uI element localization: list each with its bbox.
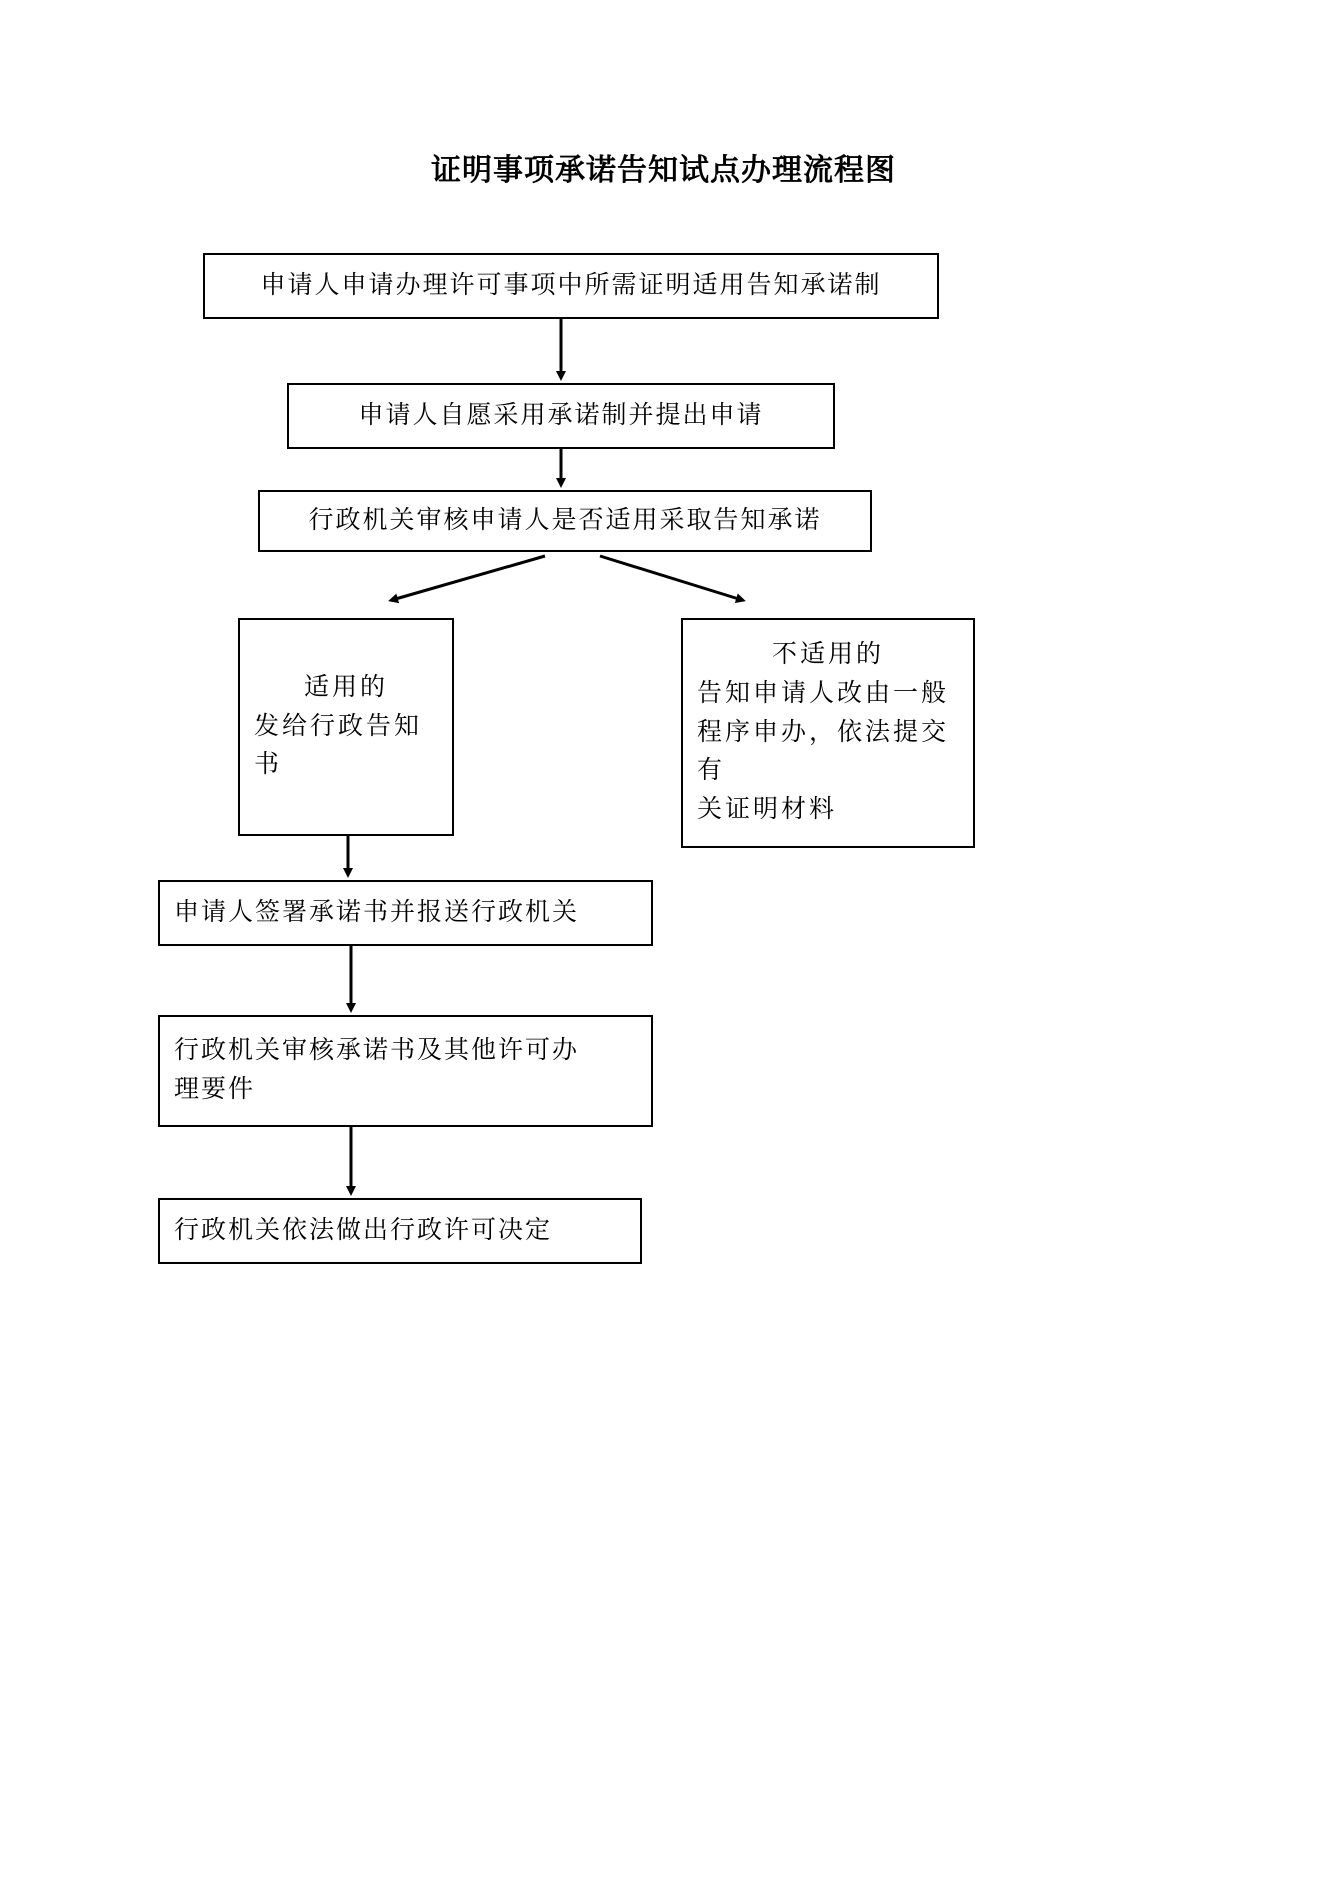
flow-node-voluntary-commitment [287,383,835,449]
flow-node-line: 申请人签署承诺书并报送行政机关 [174,898,580,926]
flow-node-line: 行政机关审核申请人是否适用采取告知承诺 [308,506,822,534]
flow-node-line: 关证明材料 [697,796,838,824]
flow-node-application-scope [203,253,939,319]
flow-node-agency-review-eligibility [258,490,872,552]
flow-node-line: 告知申请人改由一般 [697,679,950,707]
flow-node-line: 发给行政告知 [254,712,423,740]
flow-node-line: 不适用的 [771,641,884,669]
flow-node-applicable-branch [238,618,454,836]
page-title: 证明事项承诺告知试点办理流程图 [431,154,896,187]
flow-node-line: 理要件 [174,1076,256,1103]
flow-node-line: 行政机关审核承诺书及其他许可办 [174,1037,580,1065]
flow-node-line: 程序申办，依法提交有 [697,718,950,785]
flow-node-line: 适用的 [303,673,388,701]
flow-node-line: 申请人自愿采用承诺制并提出申请 [358,401,764,429]
flow-node-line: 申请人申请办理许可事项中所需证明适用告知承诺制 [260,271,882,299]
flow-node-review-commitment-documents [158,1015,653,1127]
flow-node-final-decision [158,1198,642,1264]
flow-node-line: 书 [254,751,283,779]
flow-node-sign-commitment [158,880,653,946]
flow-node-not-applicable-branch [681,618,975,848]
flow-node-line: 行政机关依法做出行政许可决定 [174,1216,553,1244]
